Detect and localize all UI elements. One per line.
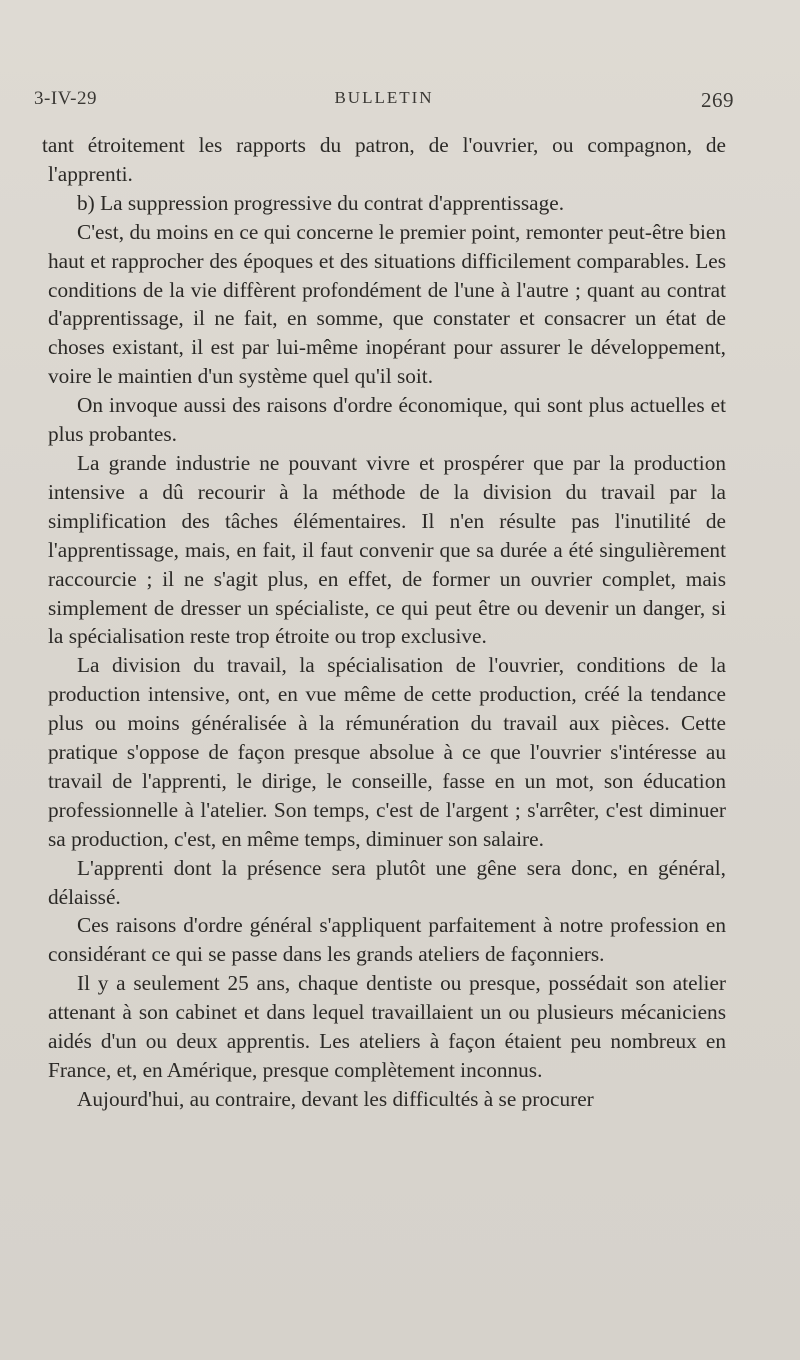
running-header xyxy=(34,88,734,118)
paragraph-continuation: tant étroitement les rapports du patron, de l'ouvrier, ou compagnon, de l'apprenti. xyxy=(42,133,726,186)
paragraph: L'apprenti dont la présence sera plutôt une gêne sera donc, en général, délaissé. xyxy=(48,855,726,909)
paragraph: La division du travail, la spécialisation de l'ouvrier, conditions de la production intensive, ont, en vue même de cette production, créé la tendance plus ou moins généralisée à la rémunération du travail aux pièces. Cette pratique s'oppose de façon presque absolue à ce que l'ouvrier s'intéresse au travail de l'apprenti, le dirige, le conseille, fasse en un mot, son éducation professionnelle à l'atelier. Son temps, c'est de l'argent ; s'arrêter, c'est diminuer sa production, c'est, en même temps, diminuer son salaire. xyxy=(48,653,726,851)
paragraph: Aujourd'hui, au contraire, devant les difficultés à se procurer xyxy=(77,1086,594,1111)
paragraph: Il y a seulement 25 ans, chaque dentiste ou presque, possédait son atelier attenant à son cabinet et dans lequel travaillaient un ou plusieurs mécaniciens aidés d'un ou deux apprentis. Les ateliers à façon étaient peu nombreux en France, et, en Amérique, presque complètement inconnus. xyxy=(48,971,726,1082)
header-date: 3-IV-29 xyxy=(34,88,97,109)
page-number: 269 xyxy=(701,88,734,112)
paragraph: La grande industrie ne pouvant vivre et prospérer que par la production intensive a dû recourir à la méthode de la division du travail par la simplification des tâches élémentaires. Il n'en résulte pas l'inutilité de l'apprentissage, mais, en fait, il faut convenir que sa durée a été singulièrement raccourcie ; il ne s'agit plus, en effet, de former un ouvrier complet, mais simplement de dresser un spécialiste, ce qui peut être ou devenir un danger, si la spécialisation reste trop étroite ou trop exclusive. xyxy=(48,450,726,649)
paragraph: On invoque aussi des raisons d'ordre économique, qui sont plus actuelles et plus probantes. xyxy=(48,393,726,447)
paragraph: Ces raisons d'ordre général s'appliquent parfaitement à notre profession en considérant ce qui se passe dans les grands ateliers de façonniers. xyxy=(48,913,726,967)
paragraph: b) La suppression progressive du contrat d'apprentissage. xyxy=(77,190,565,215)
body-text xyxy=(42,131,726,1114)
paragraph: C'est, du moins en ce qui concerne le premier point, remonter peut-être bien haut et rapprocher des époques et des situations difficilement comparables. Les conditions de la vie diffèrent profondément de l'une à l'autre ; quant au contrat d'apprentissage, il ne fait, en somme, que constater et consacrer un état de choses existant, il est par lui-même inopérant pour assurer le développement, voire le maintien d'un système quel qu'il soit. xyxy=(48,219,726,389)
header-title: BULLETIN xyxy=(334,88,434,107)
